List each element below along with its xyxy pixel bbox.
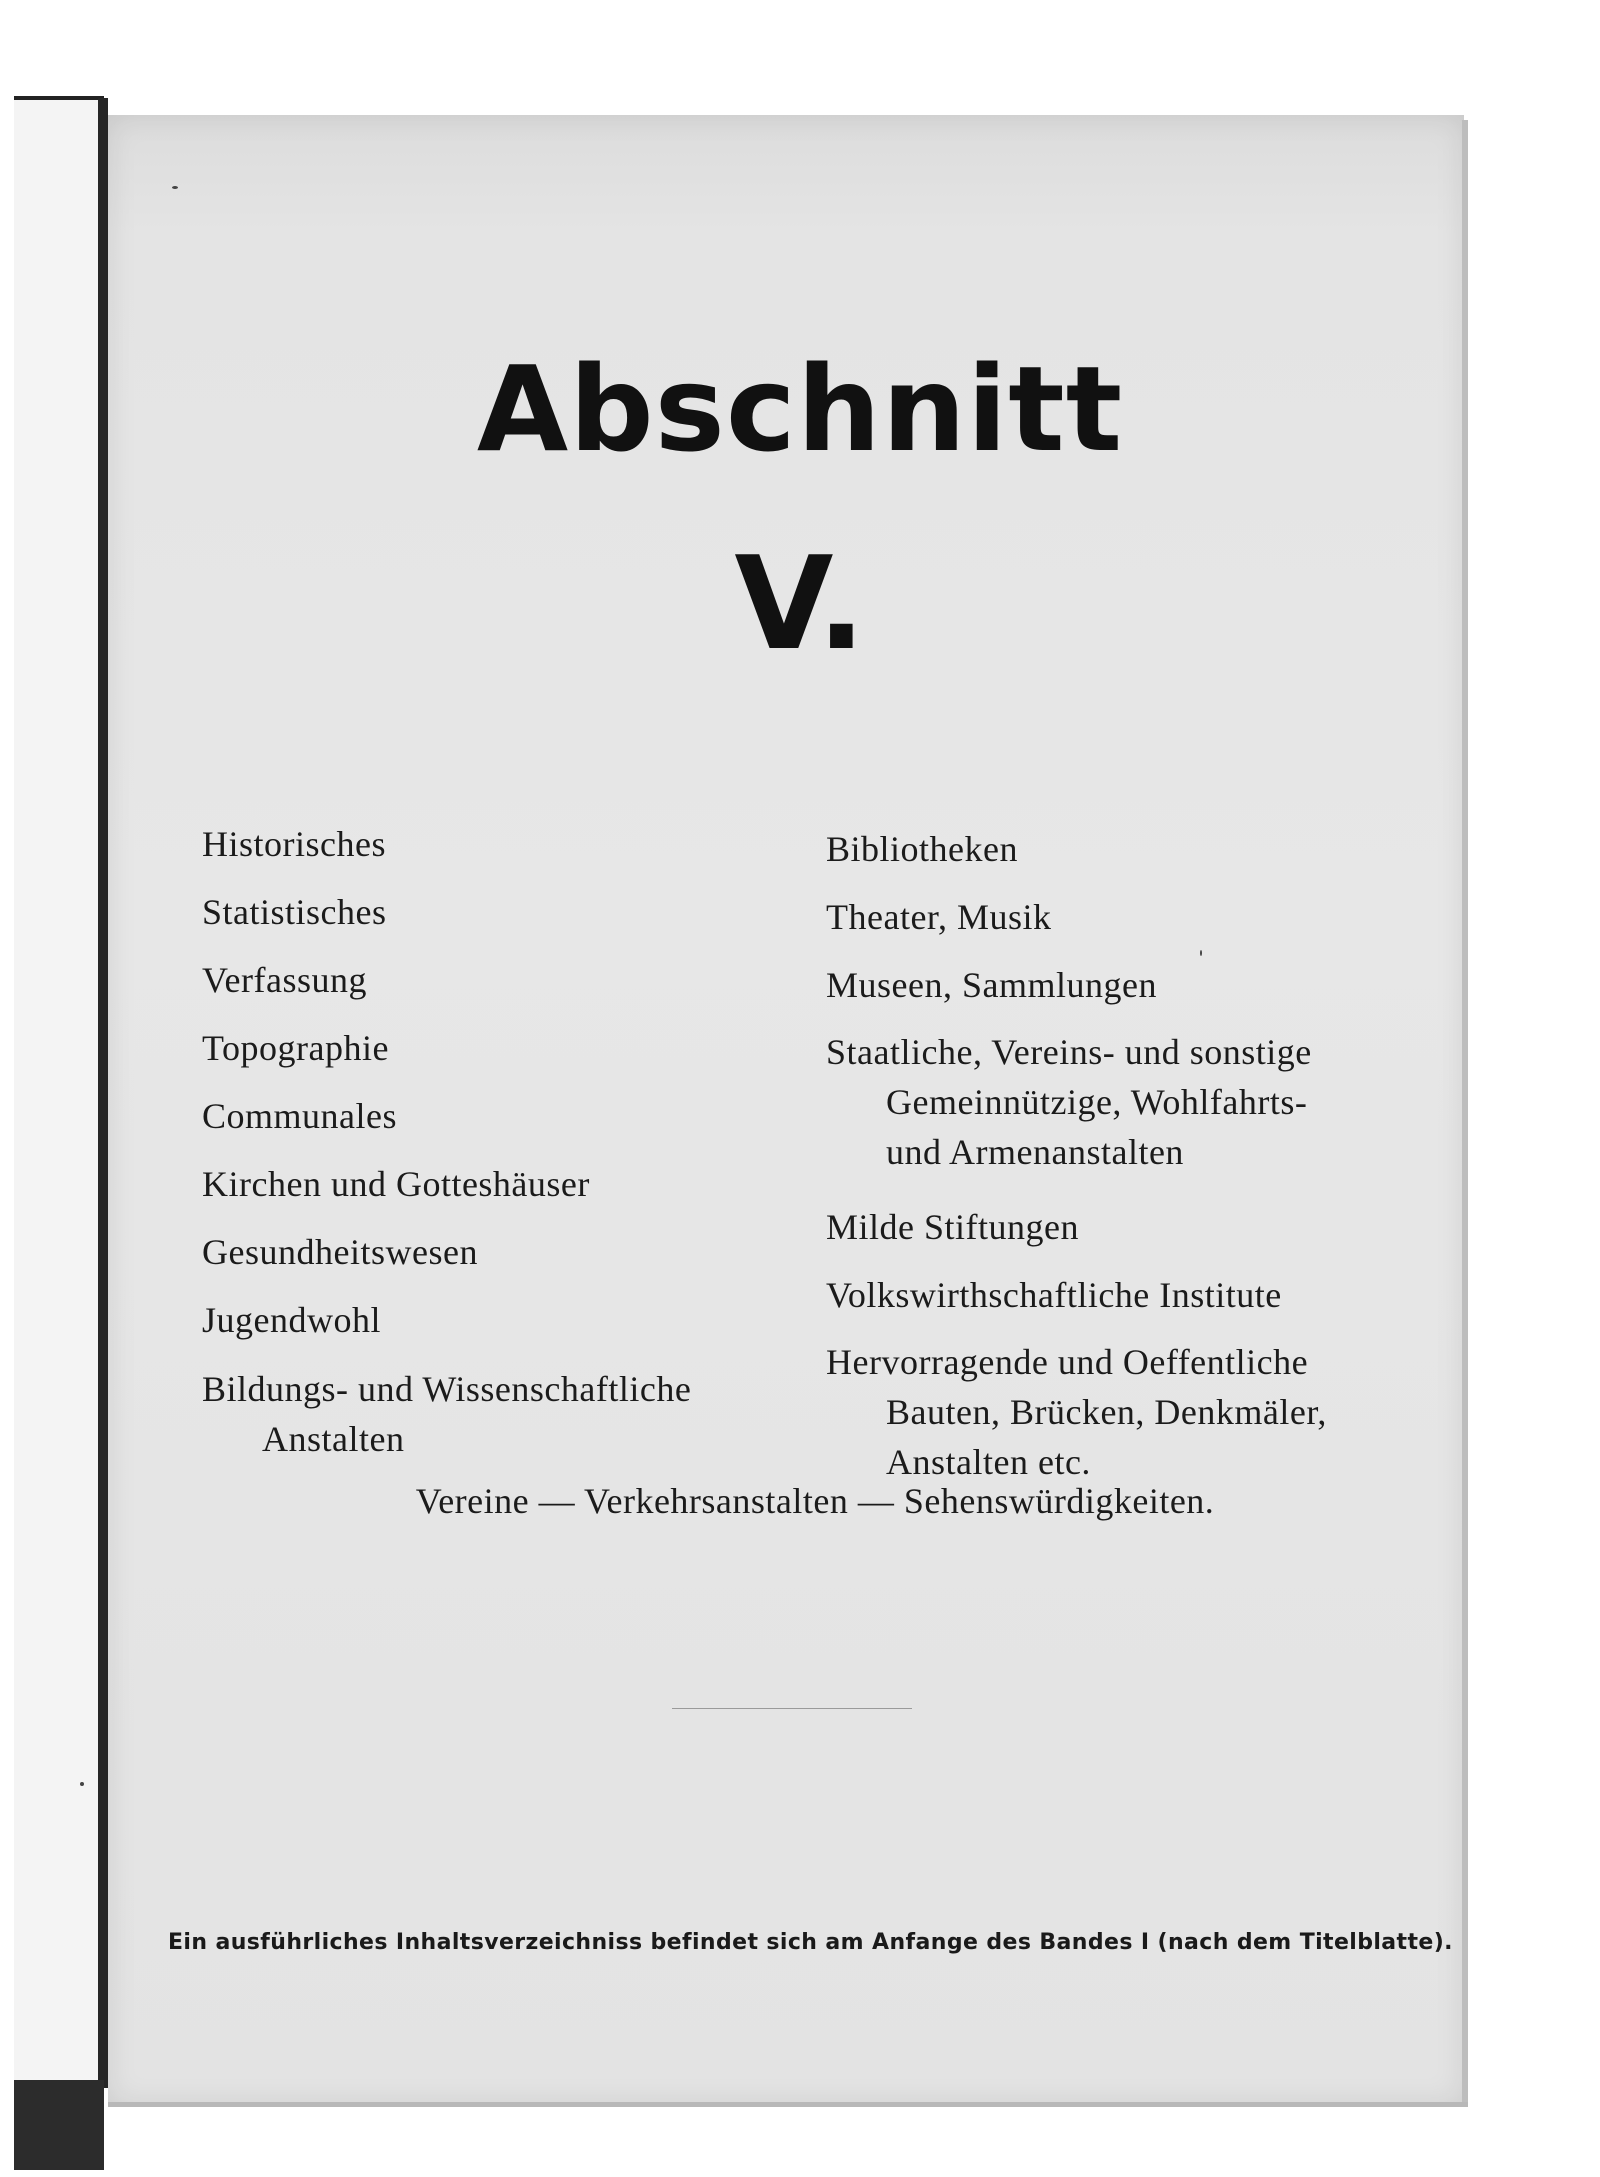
list-item: Topographie	[202, 1028, 389, 1068]
contents-list-left	[202, 810, 842, 1480]
list-item	[826, 1027, 1386, 1177]
list-item-line: Staatliche, Vereins- und sonstige	[826, 1032, 1312, 1072]
paper-speck	[1200, 950, 1202, 956]
list-item: Bibliotheken	[826, 829, 1018, 869]
list-item-continuation: Bauten, Brücken, Denkmäler,	[886, 1392, 1327, 1432]
page-edge-bottom	[108, 2102, 1468, 2107]
closing-line: Vereine — Verkehrsanstalten — Sehenswürdigkeiten.	[415, 1481, 1215, 1521]
contents-list-right	[826, 815, 1386, 1503]
list-item: Theater, Musik	[826, 897, 1052, 937]
list-item: Museen, Sammlungen	[826, 965, 1157, 1005]
list-item-line: Bildungs- und Wissenschaftliche	[202, 1369, 692, 1409]
list-item	[202, 1364, 842, 1464]
paper-speck	[172, 186, 178, 189]
list-item-line: Hervorragende und Oeffentliche	[826, 1342, 1309, 1382]
list-item: Gesundheitswesen	[202, 1232, 478, 1272]
footnote: Ein ausführliches Inhaltsverzeichniss befindet sich am Anfange des Bandes I (nach dem Titelblatte).	[168, 1930, 1453, 1955]
list-item: Historisches	[202, 824, 386, 864]
list-item: Milde Stiftungen	[826, 1207, 1079, 1247]
list-item-continuation: Anstalten etc.	[886, 1442, 1091, 1482]
list-item: Verfassung	[202, 960, 367, 1000]
paper-speck	[80, 1782, 84, 1786]
list-item: Volkswirthschaftliche Institute	[826, 1275, 1282, 1315]
list-item: Kirchen und Gotteshäuser	[202, 1164, 590, 1204]
divider	[672, 1708, 912, 1709]
list-item	[826, 1337, 1386, 1487]
section-numeral: V.	[734, 530, 866, 679]
list-item: Statistisches	[202, 892, 387, 932]
list-item: Communales	[202, 1096, 397, 1136]
binding-corner	[14, 2080, 104, 2170]
list-item-continuation: Gemeinnützige, Wohlfahrts-	[886, 1082, 1308, 1122]
section-heading: Abschnitt	[476, 340, 1124, 478]
list-item-continuation: Anstalten	[262, 1419, 405, 1459]
list-item-continuation: und Armenanstalten	[886, 1132, 1184, 1172]
list-item: Jugendwohl	[202, 1300, 381, 1340]
